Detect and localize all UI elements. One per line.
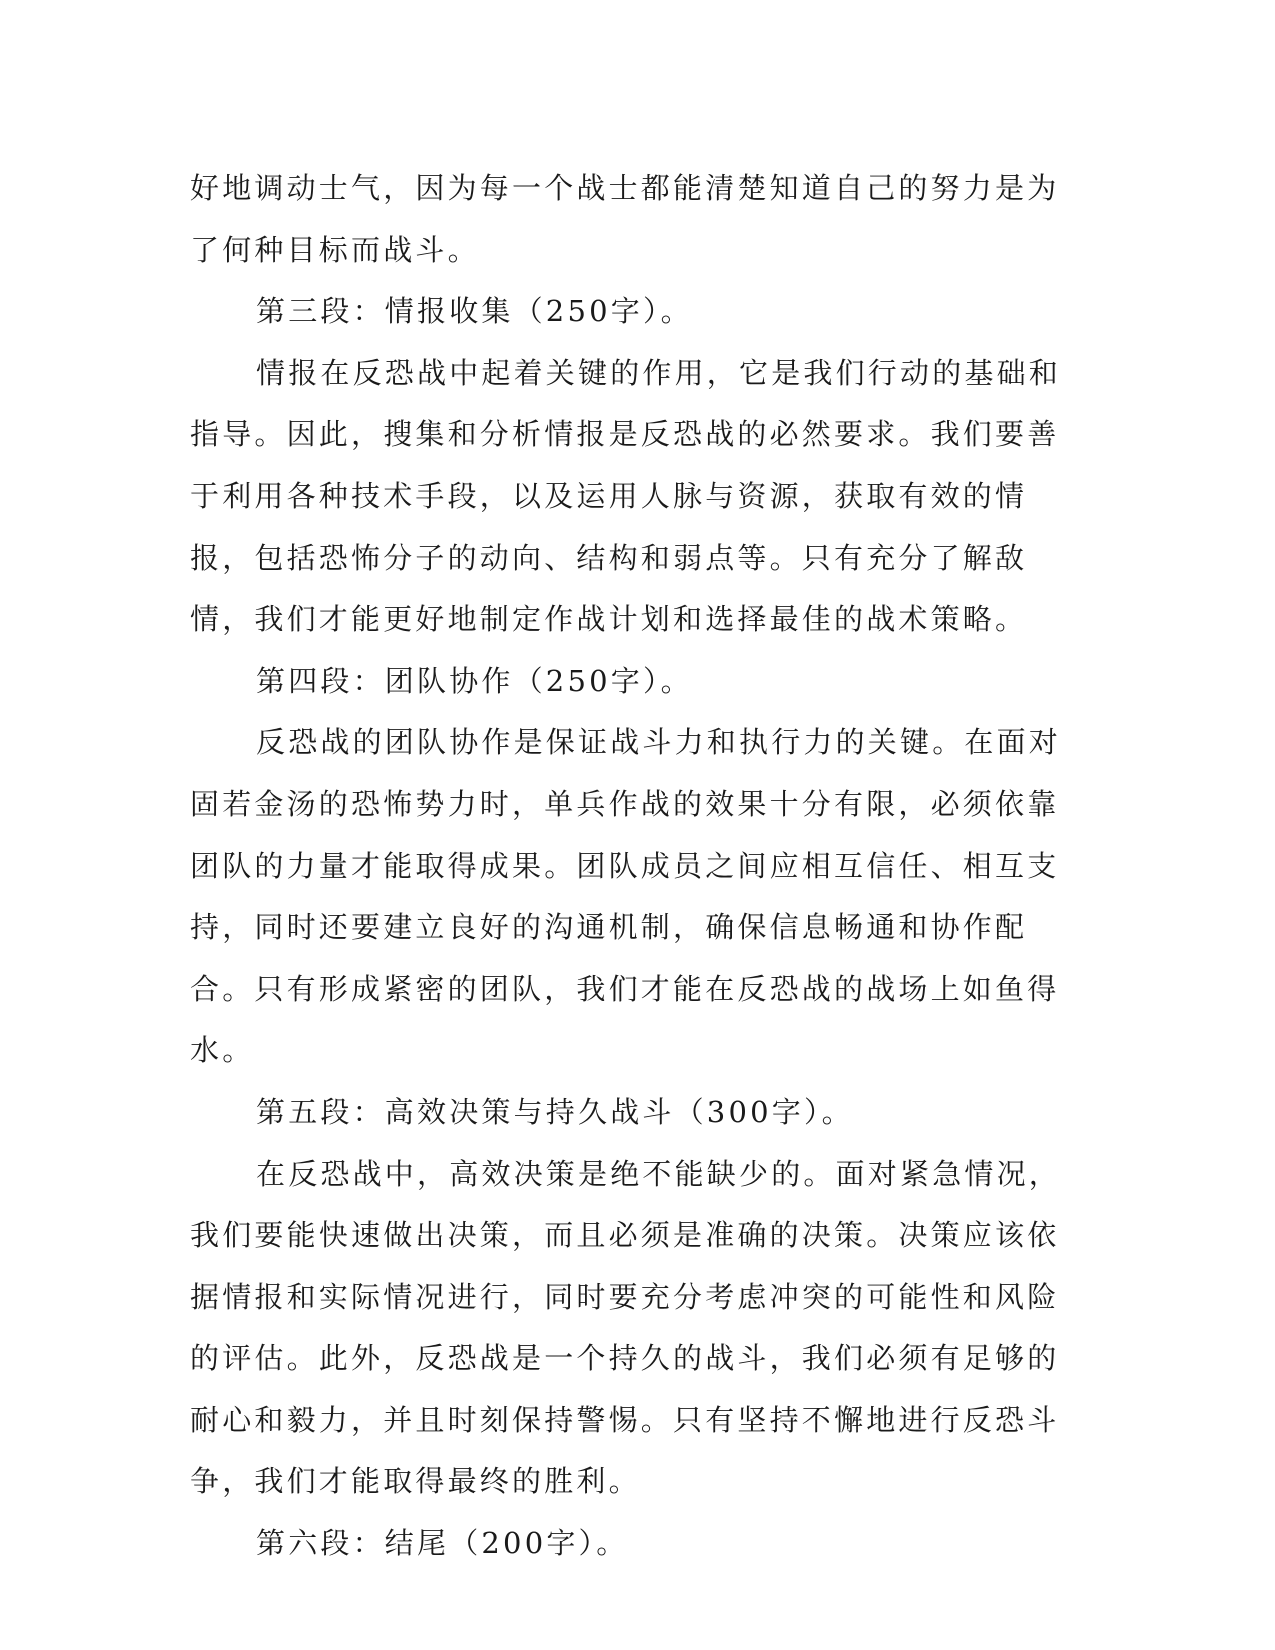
paragraph-continuation: 好地调动士气，因为每一个战士都能清楚知道自己的努力是为了何种目标而战斗。 (190, 171, 1060, 267)
document-body (190, 158, 1090, 1575)
section-heading-5: 第五段：高效决策与持久战斗（300字）。 (256, 1094, 854, 1129)
paragraph-decision: 在反恐战中，高效决策是绝不能缺少的。面对紧急情况，我们要能快速做出决策，而且必须是准确的决策。决策应该依据情报和实际情况进行，同时要充分考虑冲突的可能性和风险的评估。此外，反恐战是一个持久的战斗，我们必须有足够的耐心和毅力，并且时刻保持警惕。只有坚持不懈地进行反恐斗争，我们才能取得最终的胜利。 (190, 1156, 1062, 1499)
section-heading-4: 第四段：团队协作（250字）。 (256, 663, 693, 698)
paragraph-intelligence: 情报在反恐战中起着关键的作用，它是我们行动的基础和指导。因此，搜集和分析情报是反恐战的必然要求。我们要善于利用各种技术手段，以及运用人脉与资源，获取有效的情报，包括恐怖分子的动向、结构和弱点等。只有充分了解敌情，我们才能更好地制定作战计划和选择最佳的战术策略。 (190, 355, 1062, 637)
section-heading-3: 第三段：情报收集（250字）。 (256, 294, 693, 329)
section-heading-6: 第六段：结尾（200字）。 (256, 1526, 629, 1561)
paragraph-teamwork: 反恐战的团队协作是保证战斗力和执行力的关键。在面对固若金汤的恐怖势力时，单兵作战的效果十分有限，必须依靠团队的力量才能取得成果。团队成员之间应相互信任、相互支持，同时还要建立良好的沟通机制，确保信息畅通和协作配合。只有形成紧密的团队，我们才能在反恐战的战场上如鱼得水。 (190, 725, 1062, 1068)
